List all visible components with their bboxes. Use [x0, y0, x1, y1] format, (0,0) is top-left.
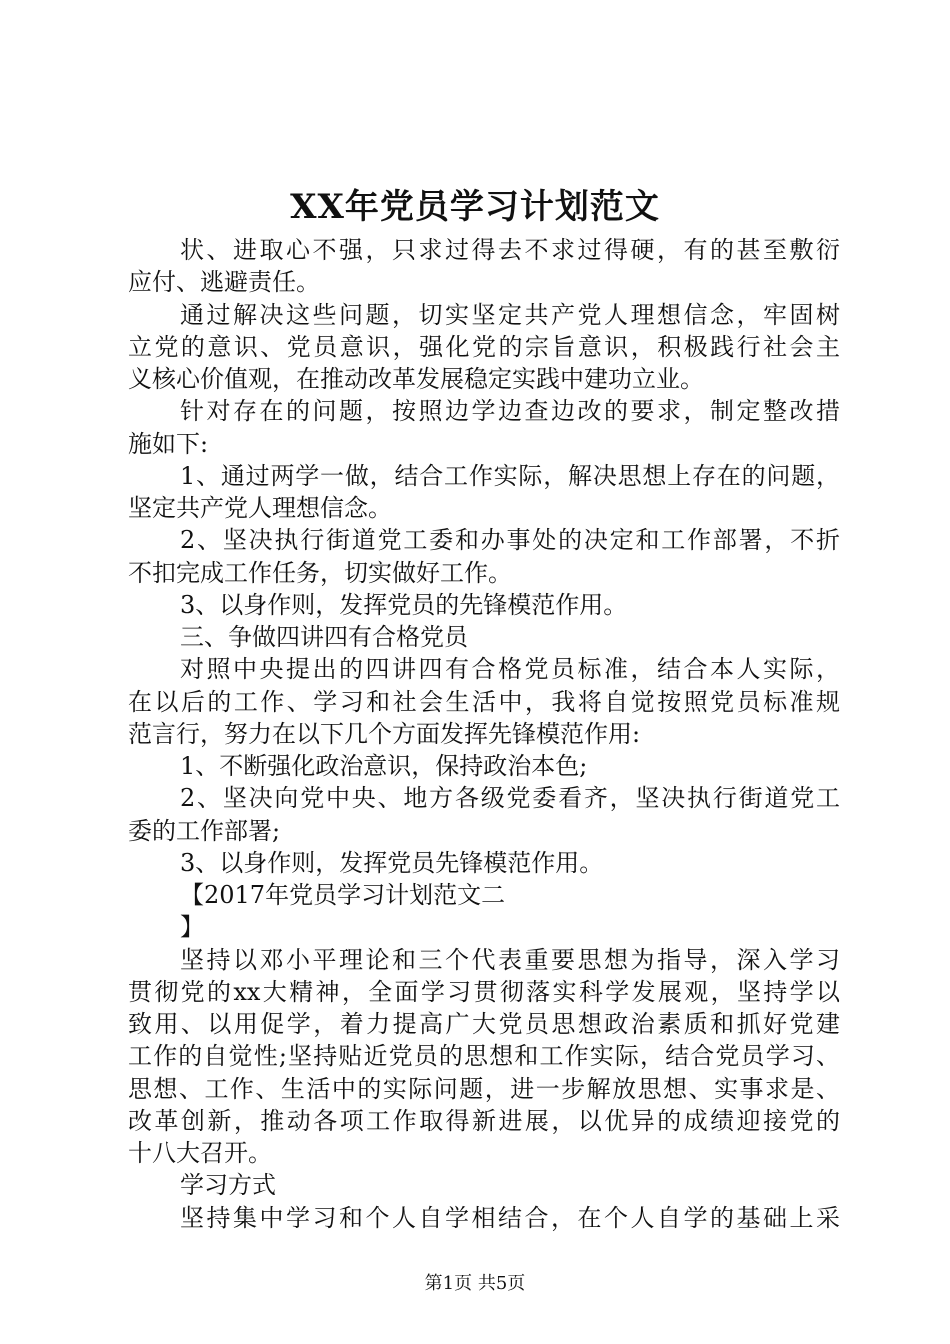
document-title: XX年党员学习计划范文	[290, 187, 660, 227]
section-heading: 】	[180, 913, 204, 942]
text-line: 1、不断强化政治意识，保持政治本色;	[180, 752, 588, 780]
text-line: 坚持集中学习和个人自学相结合，在个人自学的基础上采	[180, 1203, 840, 1232]
section-heading: 学习方式	[180, 1171, 276, 1200]
text-line: 施如下:	[128, 429, 209, 458]
text-line: 贯彻党的xx大精神，全面学习贯彻落实科学发展观，坚持学以	[128, 977, 840, 1006]
text-line: 在以后的工作、学习和社会生活中，我将自觉按照党员标准规	[128, 687, 840, 716]
text-line: 坚定共产党人理想信念。	[128, 494, 392, 522]
text-line: 工作的自觉性;坚持贴近党员的思想和工作实际，结合党员学习、	[128, 1042, 840, 1071]
text-line: 思想、工作、生活中的实际问题，进一步解放思想、实事求是、	[128, 1074, 840, 1103]
document-body	[128, 234, 840, 1234]
text-line: 改革创新，推动各项工作取得新进展，以优异的成绩迎接党的	[128, 1106, 840, 1135]
section-heading: 三、争做四讲四有合格党员	[180, 623, 468, 651]
text-line: 不扣完成工作任务，切实做好工作。	[128, 558, 512, 587]
text-line: 通过解决这些问题，切实坚定共产党人理想信念，牢固树	[180, 300, 840, 329]
text-line: 状、进取心不强，只求过得去不求过得硬，有的甚至敷衍	[180, 236, 840, 264]
text-line: 2、坚决向党中央、地方各级党委看齐，坚决执行街道党工	[180, 784, 840, 813]
text-line: 十八大召开。	[128, 1139, 272, 1167]
text-line: 2、坚决执行街道党工委和办事处的决定和工作部署，不折	[180, 526, 840, 555]
text-line: 义核心价值观，在推动改革发展稳定实践中建功立业。	[128, 365, 704, 393]
text-line: 对照中央提出的四讲四有合格党员标准，结合本人实际，	[180, 655, 840, 684]
text-line: 范言行，努力在以下几个方面发挥先锋模范作用:	[128, 719, 641, 748]
section-heading: 【2017年党员学习计划范文二	[180, 881, 506, 909]
text-line: 应付、逃避责任。	[128, 268, 320, 297]
text-line: 3、以身作则，发挥党员先锋模范作用。	[180, 848, 604, 877]
text-line: 立党的意识、党员意识，强化党的宗旨意识，积极践行社会主	[128, 332, 840, 361]
text-line: 针对存在的问题，按照边学边查边改的要求，制定整改措	[180, 397, 840, 426]
text-line: 致用、以用促学，着力提高广大党员思想政治素质和抓好党建	[128, 1010, 840, 1038]
text-line: 1、通过两学一做，结合工作实际，解决思想上存在的问题，	[180, 461, 840, 490]
text-line: 3、以身作则，发挥党员的先锋模范作用。	[180, 590, 628, 619]
text-line: 坚持以邓小平理论和三个代表重要思想为指导，深入学习	[180, 945, 840, 974]
page-number-footer: 第1页 共5页	[424, 1273, 526, 1294]
text-line: 委的工作部署;	[128, 816, 281, 845]
